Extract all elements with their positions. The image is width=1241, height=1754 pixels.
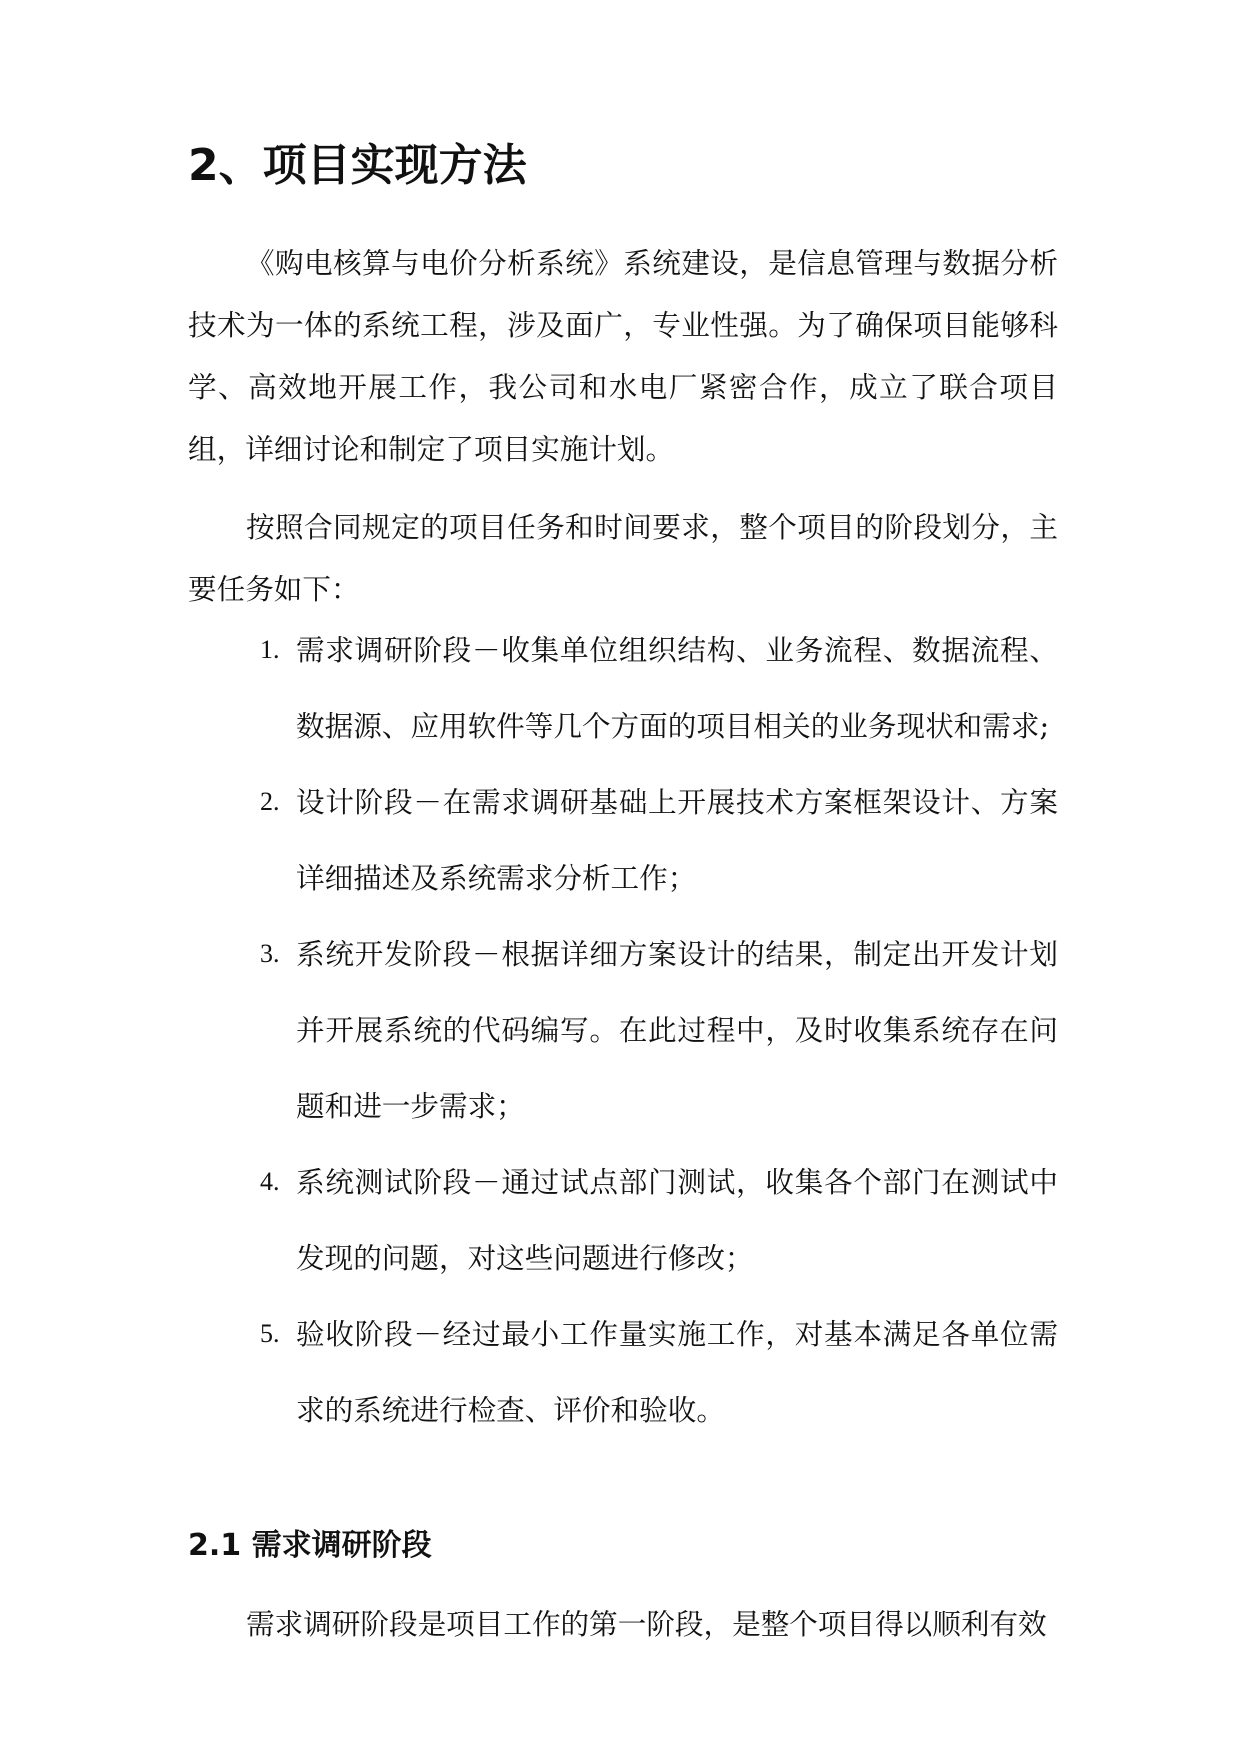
list-number: 4. [260,1167,280,1196]
phase-intro-paragraph: 按照合同规定的项目任务和时间要求，整个项目的阶段划分，主要任务如下： [188,510,1058,606]
list-number: 1. [260,635,280,664]
list-item-text: 验收阶段－经过最小工作量实施工作，对基本满足各单位需求的系统进行检查、评价和验收。 [296,1317,1058,1427]
list-item [188,916,1058,1144]
subsection-paragraph: 需求调研阶段是项目工作的第一阶段，是整个项目得以顺利有效 [246,1607,1047,1641]
list-number: 5. [260,1319,280,1348]
subsection-heading: 2.1 需求调研阶段 [188,1528,432,1563]
phase-list [188,612,1058,1448]
intro-paragraph: 《购电核算与电价分析系统》系统建设，是信息管理与数据分析技术为一体的系统工程，涉及面广，专业性强。为了确保项目能够科学、高效地开展工作，我公司和水电厂紧密合作，成立了联合项目组，详细讨论和制定了项目实施计划。 [188,246,1058,466]
list-item [188,764,1058,916]
list-number: 3. [260,939,280,968]
list-item [188,1144,1058,1296]
list-item [188,612,1058,764]
list-item-text: 设计阶段－在需求调研基础上开展技术方案框架设计、方案详细描述及系统需求分析工作； [296,785,1058,895]
list-item-text: 系统开发阶段－根据详细方案设计的结果，制定出开发计划并开展系统的代码编写。在此过程中，及时收集系统存在问题和进一步需求； [296,937,1058,1123]
list-number: 2. [260,787,280,816]
list-item-text: 系统测试阶段－通过试点部门测试，收集各个部门在测试中发现的问题，对这些问题进行修改； [296,1165,1058,1275]
list-item [188,1296,1058,1448]
list-item-text: 需求调研阶段－收集单位组织结构、业务流程、数据流程、数据源、应用软件等几个方面的项目相关的业务现状和需求; [296,633,1058,743]
section-heading: 2、项目实现方法 [188,140,527,191]
